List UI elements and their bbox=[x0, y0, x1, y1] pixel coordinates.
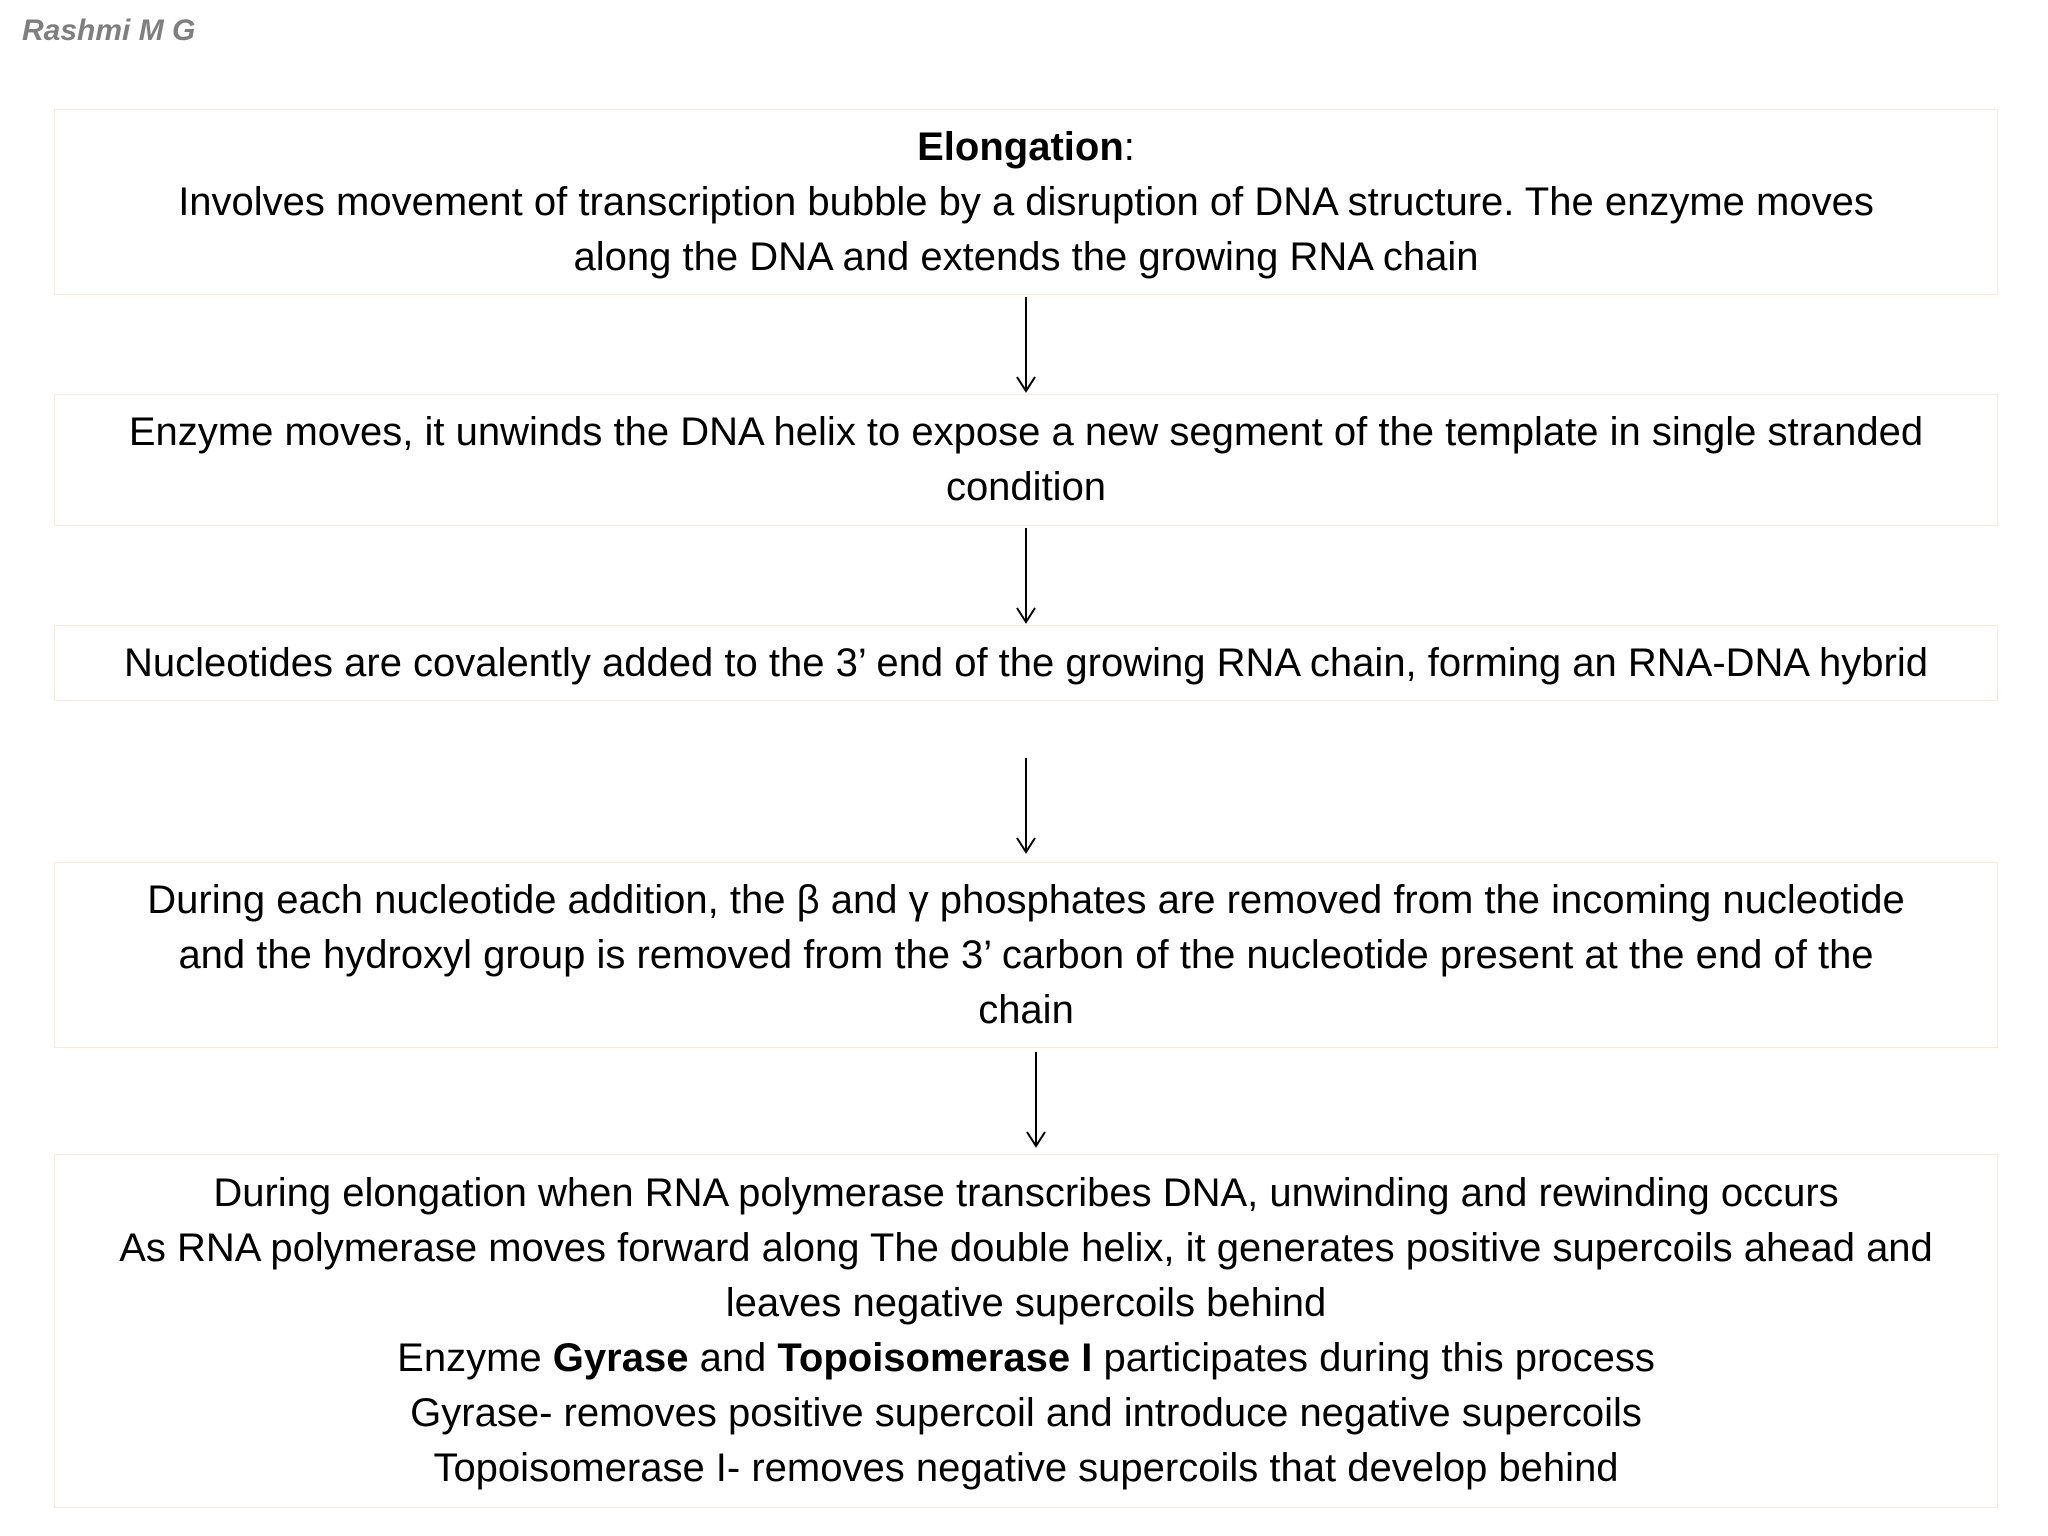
step5-line5: Gyrase- removes positive supercoil and introduce negative supercoils bbox=[410, 1391, 1642, 1435]
step2-line2: condition bbox=[945, 465, 1107, 509]
topoisomerase-term: Topoisomerase I bbox=[777, 1336, 1093, 1380]
step4-line1: During each nucleotide addition, the β and γ phosphates are removed from the incoming nucleotide bbox=[147, 877, 1905, 922]
arrow-down-icon bbox=[1011, 756, 1041, 855]
step1-title-line bbox=[917, 120, 1135, 175]
step5-line4 bbox=[397, 1331, 1655, 1386]
step5-line4-suffix: participates during this process bbox=[1092, 1336, 1655, 1380]
step-box-unwinding bbox=[54, 394, 1998, 526]
step5-line3: leaves negative supercoils behind bbox=[725, 1281, 1327, 1325]
step-box-nucleotide-addition bbox=[54, 625, 1998, 701]
step1-line1: Involves movement of transcription bubble by a disruption of DNA structure. The enzyme moves bbox=[178, 179, 1874, 224]
arrow-down-icon bbox=[1011, 295, 1041, 394]
step4-line3: chain bbox=[978, 987, 1074, 1032]
step-box-elongation bbox=[54, 109, 1998, 295]
step-box-phosphate-removal bbox=[54, 862, 1998, 1048]
arrow-down-icon bbox=[1021, 1050, 1051, 1149]
step3-line1: Nucleotides are covalently added to the 3’ end of the growing RNA chain, forming an RNA-DNA hybrid bbox=[124, 640, 1928, 685]
step1-title: Elongation bbox=[917, 124, 1124, 169]
step5-line4-and: and bbox=[688, 1336, 778, 1380]
arrow-down-icon bbox=[1011, 526, 1041, 625]
gyrase-term: Gyrase bbox=[552, 1336, 689, 1380]
step4-line2: and the hydroxyl group is removed from the 3’ carbon of the nucleotide present at the end of the bbox=[178, 932, 1874, 977]
step5-line4-prefix: Enzyme bbox=[397, 1336, 553, 1380]
step2-line1: Enzyme moves, it unwinds the DNA helix to expose a new segment of the template in single stranded bbox=[128, 410, 1924, 454]
step1-line2: along the DNA and extends the growing RNA chain bbox=[573, 234, 1479, 279]
step5-line6: Topoisomerase I- removes negative supercoils that develop behind bbox=[433, 1446, 1619, 1490]
step5-line1: During elongation when RNA polymerase transcribes DNA, unwinding and rewinding occurs bbox=[213, 1171, 1839, 1215]
author-name: Rashmi M G bbox=[22, 14, 196, 47]
step1-title-colon: : bbox=[1123, 124, 1135, 169]
step-box-supercoiling bbox=[54, 1154, 1998, 1508]
step5-line2: As RNA polymerase moves forward along The double helix, it generates positive supercoils ahead and bbox=[119, 1226, 1933, 1270]
